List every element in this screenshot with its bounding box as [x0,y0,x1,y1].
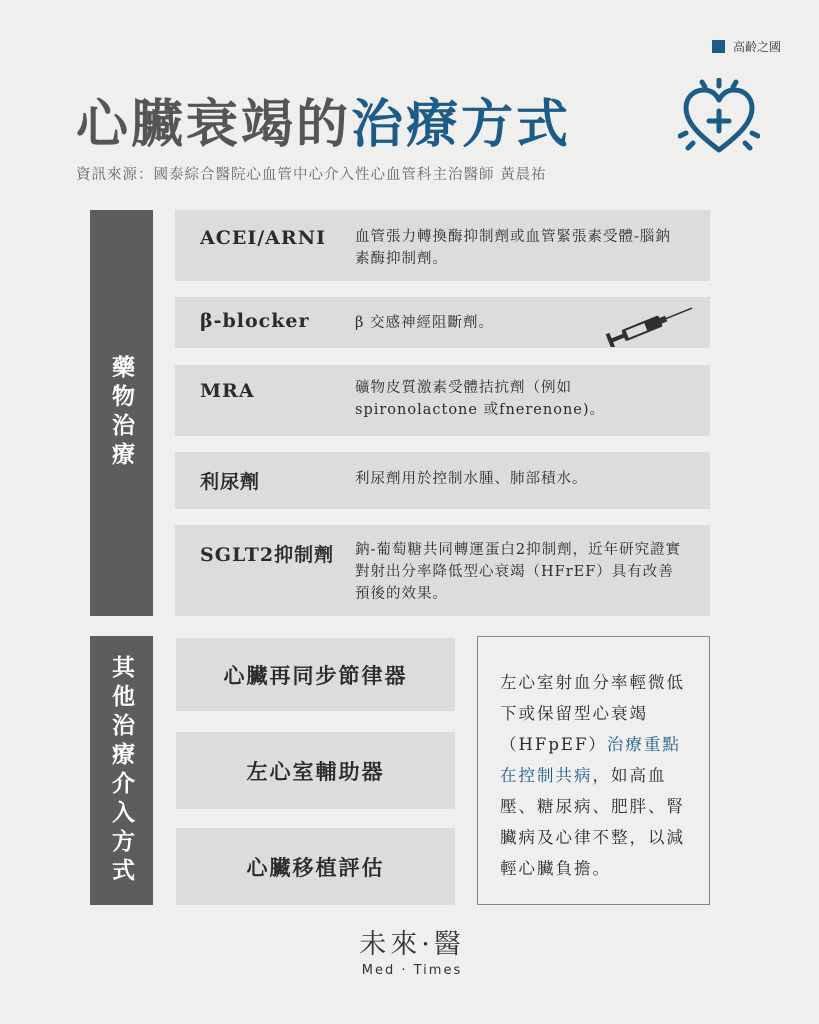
other-section-label [90,636,153,905]
hfpef-note [477,636,710,905]
medication-section-label [90,210,153,616]
medication-desc: 礦物皮質激素受體拮抗劑（例如spironolactone 或fnerenone)。 [355,380,606,418]
footer-logo [347,922,477,978]
note-text-1: 左心室射血分率輕微低下或保留型心衰竭（HFpEF） [500,673,685,754]
other-item-lvad: 左心室輔助器 [176,732,455,809]
medication-row-diuretic [175,452,710,509]
medication-row-beta-blocker [175,297,710,348]
other-label: 其他治療介入方式 [108,654,135,887]
medication-desc: 血管張力轉換酶抑制劑或血管緊張素受體-腦鈉素酶抑制劑。 [355,229,671,267]
medication-name: 利尿劑 [200,471,261,493]
heart-cross-icon [678,78,760,158]
medication-row-acei [175,210,710,281]
logo-english: Med · Times [361,963,463,978]
note-text-2: ，如高血壓、糖尿病、肥胖、腎臟病及心律不整，以減輕心臟負擔。 [500,766,685,878]
title-part2: 治療方式 [351,94,572,155]
brand-tag [712,38,781,55]
medication-name: SGLT2抑制劑 [200,544,335,566]
medication-desc: 利尿劑用於控制水腫、肺部積水。 [355,471,588,487]
note-highlight: 治療重點在控制共病 [500,735,681,785]
medication-row-sglt2 [175,525,710,616]
syringe-icon [605,301,695,347]
page-title [76,82,571,157]
logo-chinese: 未來·醫 [359,929,465,960]
medication-name: β-blocker [200,310,310,332]
medication-name: MRA [200,380,255,402]
brand-tag-label: 高齡之國 [732,40,781,54]
medication-label: 藥物治療 [108,355,135,471]
brand-square-icon [712,40,725,53]
medication-row-mra [175,365,710,436]
medication-desc: 鈉-葡萄糖共同轉運蛋白2抑制劑，近年研究證實對射出分率降低型心衰竭（HFrEF）具有改善預後的效果。 [355,542,682,602]
title-part1: 心臟衰竭的 [76,94,352,155]
other-item-crt: 心臟再同步節律器 [176,638,455,711]
other-item-transplant: 心臟移植評估 [176,828,455,905]
medication-name: ACEI/ARNI [200,227,326,249]
medication-desc: β 交感神經阻斷劑。 [355,315,494,331]
source-line: 資訊來源：國泰綜合醫院心血管中心介入性心血管科主治醫師 黃晨祐 [76,167,547,183]
